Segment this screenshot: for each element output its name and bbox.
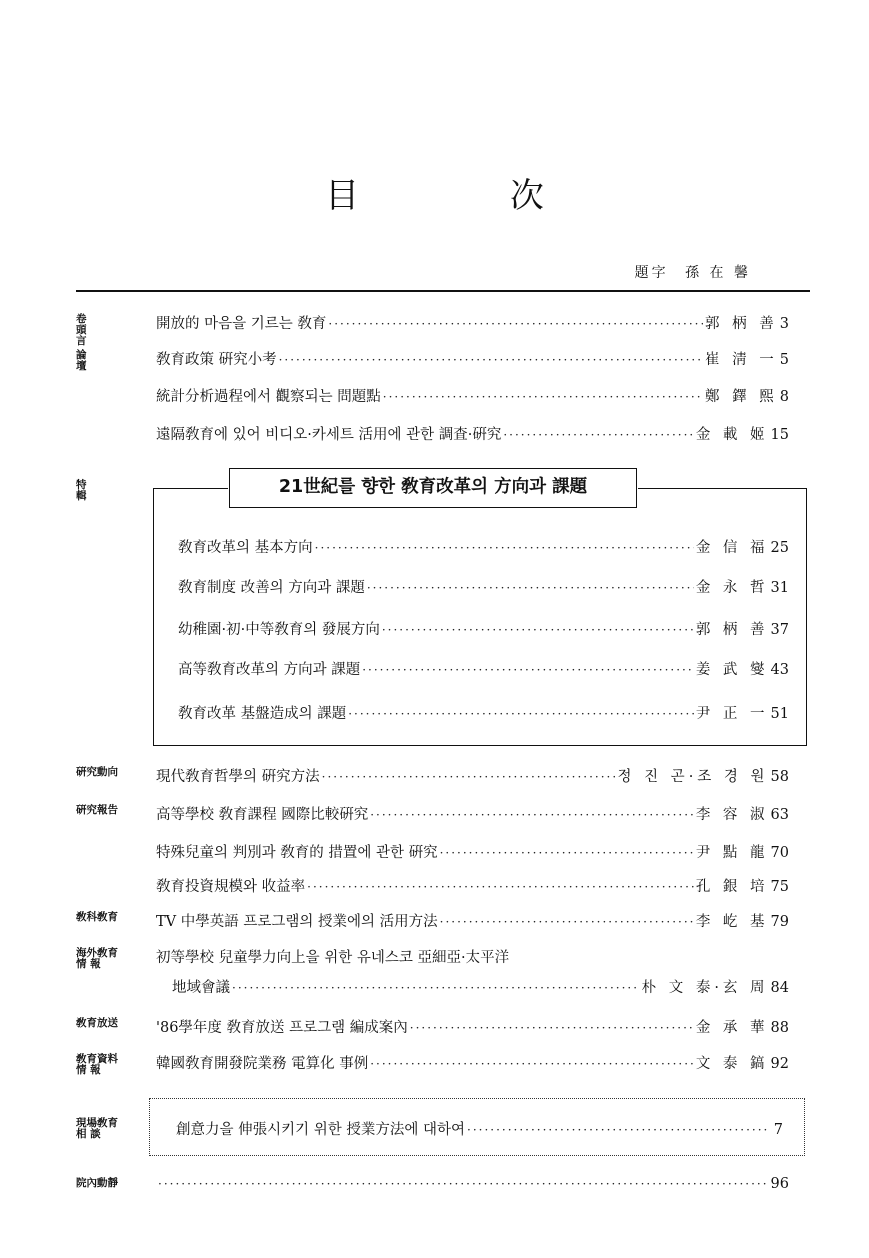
entry-title: 幼稚園·初·中等敎育의 發展方向: [178, 622, 380, 638]
entry-author: 朴 文 泰·玄 周: [641, 980, 769, 996]
entry-title: 統計分析過程에서 觀察되는 問題點: [156, 389, 381, 405]
byline: [623, 262, 751, 282]
toc-entry[interactable]: [0, 910, 869, 932]
dot-leader: [232, 981, 640, 995]
entry-page: 51: [770, 706, 789, 722]
entry-page: 58: [770, 769, 789, 785]
dot-leader: [322, 770, 616, 784]
toc-entry[interactable]: [0, 1016, 869, 1038]
entry-page: 43: [770, 662, 789, 678]
section-label: 敎科敎育: [76, 911, 118, 923]
entry-title: 初等學校 兒童學力向上을 위한 유네스코 亞細亞·太平洋: [156, 950, 510, 966]
section-label: 卷 頭 言: [76, 313, 101, 347]
entry-title-continued: 地域會議: [172, 980, 230, 996]
byline-label: 題字: [634, 265, 669, 281]
toc-entry[interactable]: [0, 765, 869, 787]
toc-entry[interactable]: [0, 875, 869, 897]
entry-title: 特殊兒童의 判別과 敎育的 措置에 관한 硏究: [156, 845, 438, 861]
toc-entry[interactable]: [0, 841, 869, 863]
section-label: 海外敎育 情 報: [76, 947, 118, 970]
entry-page: 31: [770, 580, 789, 596]
entry-page: 63: [770, 807, 789, 823]
toc-entry[interactable]: [0, 423, 869, 445]
dot-leader: [367, 581, 694, 595]
entry-page: 79: [770, 914, 789, 930]
dot-leader: [348, 707, 694, 721]
entry-author: 金 永 哲: [695, 580, 769, 596]
byline-name: 孫 在 馨: [685, 265, 751, 281]
entry-title: 敎育政策 硏究小考: [156, 352, 277, 368]
dot-leader: [440, 915, 694, 929]
entry-author: 李 屹 基: [695, 914, 769, 930]
section-label: 硏究報告: [76, 804, 118, 816]
entry-page: 96: [770, 1176, 789, 1192]
feature-entry[interactable]: [0, 618, 869, 640]
dot-leader: [503, 428, 693, 442]
feature-title: 21世紀를 향한 敎育改革의 方向과 課題: [229, 468, 637, 508]
entry-page: 75: [770, 879, 789, 895]
entry-title: 敎育制度 改善의 方向과 課題: [178, 580, 365, 596]
entry-author: 孔 銀 培: [695, 879, 769, 895]
section-label: 院內動靜: [76, 1177, 118, 1189]
dot-leader: [383, 390, 703, 404]
section-label: 論 壇: [76, 349, 115, 372]
entry-author: 金 載 姬: [695, 427, 769, 443]
entry-author: 尹 點 龍: [695, 845, 769, 861]
toc-entry[interactable]: [0, 348, 869, 370]
dot-leader: [328, 317, 703, 331]
entry-author: 金 承 華: [695, 1020, 769, 1036]
dot-leader: [440, 846, 694, 860]
toc-entry[interactable]: [0, 1118, 869, 1140]
entry-author: 정 진 곤·조 경 원: [617, 769, 769, 785]
feature-entry[interactable]: [0, 658, 869, 680]
entry-title: 現代敎育哲學의 硏究方法: [156, 769, 320, 785]
page-title: 目 次: [325, 176, 614, 216]
entry-page: 92: [770, 1056, 789, 1072]
entry-page: 7: [773, 1122, 783, 1138]
dot-leader: [370, 1057, 694, 1071]
feature-entry[interactable]: [0, 702, 869, 724]
entry-page: 37: [770, 622, 789, 638]
section-label: 硏究動向: [76, 766, 118, 778]
entry-title: 韓國敎育開發院業務 電算化 事例: [156, 1056, 369, 1072]
entry-page: 5: [779, 352, 789, 368]
entry-title: 敎育投資規模와 收益率: [156, 879, 306, 895]
dot-leader: [158, 1177, 767, 1191]
entry-author: 鄭 鐸 熙: [705, 389, 778, 405]
entry-title: 高等學校 敎育課程 國際比較硏究: [156, 807, 369, 823]
title-rule: [76, 290, 810, 292]
toc-entry[interactable]: [0, 803, 869, 825]
entry-title: 高等敎育改革의 方向과 課題: [178, 662, 361, 678]
dot-leader: [467, 1123, 770, 1137]
entry-title: 敎育改革의 基本方向: [178, 540, 313, 556]
entry-author: 文 泰 鎬: [695, 1056, 769, 1072]
entry-author: 崔 淸 一: [705, 352, 778, 368]
dot-leader: [370, 808, 694, 822]
dot-leader: [279, 353, 703, 367]
entry-title: 開放的 마음을 기르는 敎育: [156, 316, 327, 332]
entry-page: 84: [770, 980, 789, 996]
section-label: 特 輯: [76, 479, 115, 502]
entry-page: 88: [770, 1020, 789, 1036]
entry-author: 金 信 福: [695, 540, 769, 556]
entry-title: 創意力을 伸張시키기 위한 授業方法에 대하여: [176, 1122, 466, 1138]
toc-entry[interactable]: [0, 312, 869, 347]
dot-leader: [382, 623, 694, 637]
entry-title: 敎育改革 基盤造成의 課題: [178, 706, 347, 722]
feature-entry[interactable]: [0, 576, 869, 598]
dot-leader: [362, 663, 694, 677]
toc-entry[interactable]: [0, 385, 869, 407]
section-label: 現場敎育 相 談: [76, 1117, 118, 1140]
entry-title: '86學年度 敎育放送 프로그램 編成案內: [156, 1020, 408, 1036]
entry-author: 李 容 淑: [695, 807, 769, 823]
toc-entry[interactable]: [0, 946, 869, 1002]
entry-page: 3: [779, 316, 789, 332]
toc-entry[interactable]: [0, 1052, 869, 1074]
entry-title: 遠隔敎育에 있어 비디오·카세트 活用에 관한 調査·硏究: [156, 427, 502, 443]
entry-page: 25: [770, 540, 789, 556]
section-label: 敎育放送: [76, 1017, 118, 1029]
entry-author: 郭 柄 善: [705, 316, 778, 332]
section-label: 敎育資料 情 報: [76, 1053, 118, 1076]
entry-page: 15: [770, 427, 789, 443]
dot-leader: [410, 1021, 694, 1035]
entry-page: 8: [779, 389, 789, 405]
dot-leader: [307, 880, 694, 894]
entry-page: 70: [770, 845, 789, 861]
dot-leader: [315, 541, 694, 555]
feature-entry[interactable]: [0, 536, 869, 558]
entry-title: TV 中學英語 프로그램의 授業에의 活用方法: [156, 914, 438, 930]
entry-author: 尹 正 一: [695, 706, 769, 722]
toc-entry[interactable]: [0, 1176, 869, 1198]
entry-author: 郭 柄 善: [695, 622, 769, 638]
entry-author: 姜 武 燮: [695, 662, 769, 678]
